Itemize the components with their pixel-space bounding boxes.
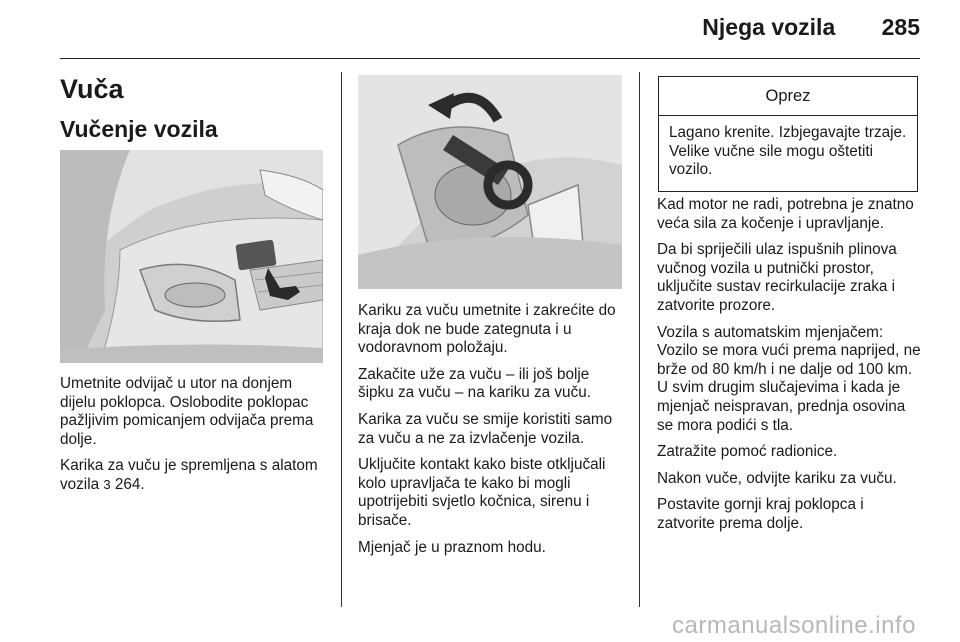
paragraph: Kariku za vuču umetnite i zakrećite do kraja dok ne bude zategnuta i u vodoravnom položaju.: [358, 302, 616, 357]
header-rule: [60, 58, 920, 59]
paragraph: Zakačite uže za vuču – ili još bolje šipku za vuču – na kariku za vuču.: [358, 365, 591, 402]
paragraph: Da bi spriječili ulaz ispušnih plinova vučnog vozila u putnički prostor, uključite sustav recirkulacije zraka i zatvorite prozore.: [657, 241, 897, 314]
caution-title: Oprez: [659, 77, 917, 116]
column-3: [657, 196, 923, 542]
caution-text: Lagano krenite. Izbjegavajte trzaje. Velike vučne sile mogu oštetiti vozilo.: [669, 124, 907, 179]
paragraph-text: Karika za vuču je spremljena s alatom vozila: [60, 457, 318, 493]
watermark: carmanualsonline.info: [672, 612, 916, 639]
bumper-cover-illustration: [60, 150, 323, 363]
paragraph: Umetnite odvijač u utor na donjem dijelu poklopca. Oslobodite poklopac pažljivim pomicanjem odvijača prema dolje.: [60, 375, 314, 448]
column-2: [358, 302, 624, 565]
paragraph: Kad motor ne radi, potrebna je znatno veća sila za kočenje i upravljanje.: [657, 196, 914, 232]
page-header: [702, 14, 920, 41]
subsection-heading: Vučenje vozila: [60, 116, 218, 142]
page-reference[interactable]: 264.: [114, 475, 145, 493]
towing-eye-illustration: [358, 75, 622, 289]
paragraph: Karika za vuču se smije koristiti samo za vuču a ne za izvlačenje vozila.: [358, 410, 613, 447]
paragraph: Postavite gornji kraj poklopca i zatvorite prema dolje.: [657, 496, 864, 532]
paragraph: Nakon vuče, odvijte kariku za vuču.: [657, 469, 897, 487]
page-number: 285: [881, 14, 920, 40]
paragraph: Zatražite pomoć radionice.: [657, 443, 838, 461]
caution-box: [658, 76, 918, 192]
column-divider: [639, 72, 640, 607]
paragraph: Vozila s automatskim mjenjačem: Vozilo se mora vući prema naprijed, ne brže od 80 km/h i ne dalje od 100 km. U svim drugim slučajevima i kada je mjenjač neispravan, prednja osovina se mora podići s tla.: [657, 323, 921, 434]
paragraph: [60, 457, 325, 494]
paragraph: Mjenjač je u praznom hodu.: [358, 538, 546, 556]
paragraph: Uključite kontakt kako biste otključali kolo upravljača te kako bi mogli upotrijebiti svjetlo kočnica, sirenu i brisače.: [358, 456, 606, 529]
car-front-bumper-icon: [60, 150, 323, 363]
header-title: Njega vozila: [702, 14, 836, 40]
towing-eye-rotate-icon: [358, 75, 622, 289]
section-heading: Vuča: [60, 74, 124, 104]
column-divider: [341, 72, 342, 607]
page-reference-arrow-icon: 3: [103, 476, 111, 492]
column-1: [60, 375, 325, 503]
